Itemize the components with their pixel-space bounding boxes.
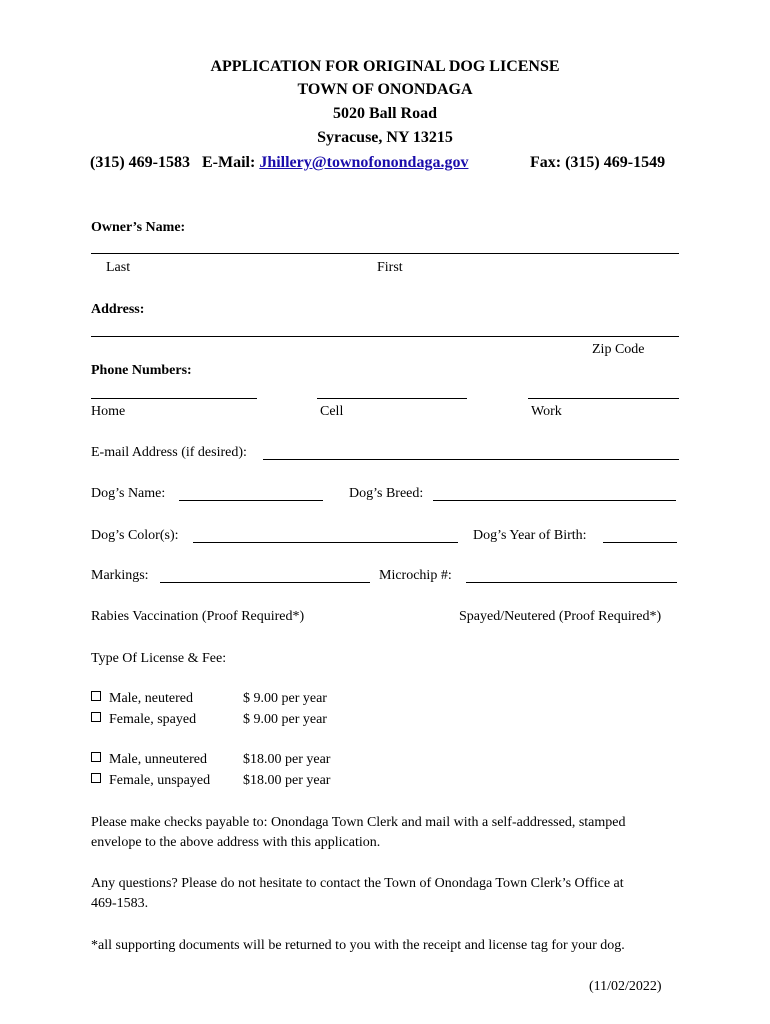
street-address: 5020 Ball Road — [332, 105, 437, 122]
city-state-zip: Syracuse, NY 13215 — [317, 129, 453, 146]
questions-line-2: 469-1583. — [91, 896, 149, 911]
form-title: APPLICATION FOR ORIGINAL DOG LICENSE — [210, 58, 560, 75]
payment-instructions-line-1: Please make checks payable to: Onondaga Town Clerk and mail with a self-addressed, stamped — [91, 815, 626, 830]
last-name-caption: Last — [106, 260, 131, 275]
dog-birth-year-label: Dog’s Year of Birth: — [473, 528, 587, 543]
email-field-line[interactable] — [263, 459, 679, 460]
dog-birth-year-line[interactable] — [603, 542, 677, 543]
fax-number: Fax: (315) 469-1549 — [530, 154, 666, 171]
dog-breed-line[interactable] — [433, 500, 676, 501]
microchip-label: Microchip #: — [379, 568, 452, 583]
revision-date: (11/02/2022) — [589, 979, 662, 994]
email-link[interactable]: Jhillery@townofonondaga.gov — [259, 154, 469, 171]
checkbox-icon[interactable] — [91, 712, 101, 722]
fee-female-unspayed: $18.00 per year — [243, 773, 331, 788]
supporting-documents-note: *all supporting documents will be returned to you with the receipt and license tag for your dog. — [91, 938, 625, 953]
dog-name-line[interactable] — [179, 500, 323, 501]
home-caption: Home — [91, 404, 126, 419]
first-name-caption: First — [377, 260, 403, 275]
fee-male-neutered: $ 9.00 per year — [243, 691, 327, 706]
spayed-proof-text: Spayed/Neutered (Proof Required*) — [459, 609, 662, 624]
license-option-male-neutered[interactable]: Male, neutered — [91, 690, 193, 707]
license-option-female-unspayed[interactable]: Female, unspayed — [91, 772, 210, 789]
fee-male-unneutered: $18.00 per year — [243, 752, 331, 767]
phone-numbers-label: Phone Numbers: — [91, 363, 192, 378]
owner-name-line[interactable] — [91, 253, 679, 254]
address-line[interactable] — [91, 336, 679, 337]
microchip-line[interactable] — [466, 582, 677, 583]
markings-label: Markings: — [91, 568, 149, 583]
checkbox-icon[interactable] — [91, 691, 101, 701]
contact-line — [90, 153, 468, 173]
zip-code-caption: Zip Code — [592, 342, 645, 357]
payment-instructions-line-2: envelope to the above address with this application. — [91, 835, 381, 850]
checkbox-icon[interactable] — [91, 752, 101, 762]
markings-line[interactable] — [160, 582, 370, 583]
fee-female-spayed: $ 9.00 per year — [243, 712, 327, 727]
home-phone-line[interactable] — [91, 398, 257, 399]
license-option-male-unneutered[interactable]: Male, unneutered — [91, 751, 207, 768]
license-type-heading: Type Of License & Fee: — [91, 651, 227, 666]
checkbox-icon[interactable] — [91, 773, 101, 783]
work-caption: Work — [531, 404, 562, 419]
dog-breed-label: Dog’s Breed: — [349, 486, 424, 501]
dog-name-label: Dog’s Name: — [91, 486, 166, 501]
cell-phone-line[interactable] — [317, 398, 467, 399]
email-label: E-Mail: — [201, 154, 256, 171]
rabies-proof-text: Rabies Vaccination (Proof Required*) — [91, 609, 305, 624]
town-name: TOWN OF ONONDAGA — [297, 81, 473, 98]
dog-color-label: Dog’s Color(s): — [91, 528, 179, 543]
address-label: Address: — [91, 302, 145, 317]
phone-number: (315) 469-1583 — [90, 154, 190, 171]
owner-name-label: Owner’s Name: — [91, 220, 186, 235]
cell-caption: Cell — [320, 404, 344, 419]
email-field-label: E-mail Address (if desired): — [91, 445, 247, 460]
work-phone-line[interactable] — [528, 398, 679, 399]
dog-color-line[interactable] — [193, 542, 458, 543]
license-option-female-spayed[interactable]: Female, spayed — [91, 711, 196, 728]
questions-line-1: Any questions? Please do not hesitate to contact the Town of Onondaga Town Clerk’s Office at — [91, 876, 624, 891]
